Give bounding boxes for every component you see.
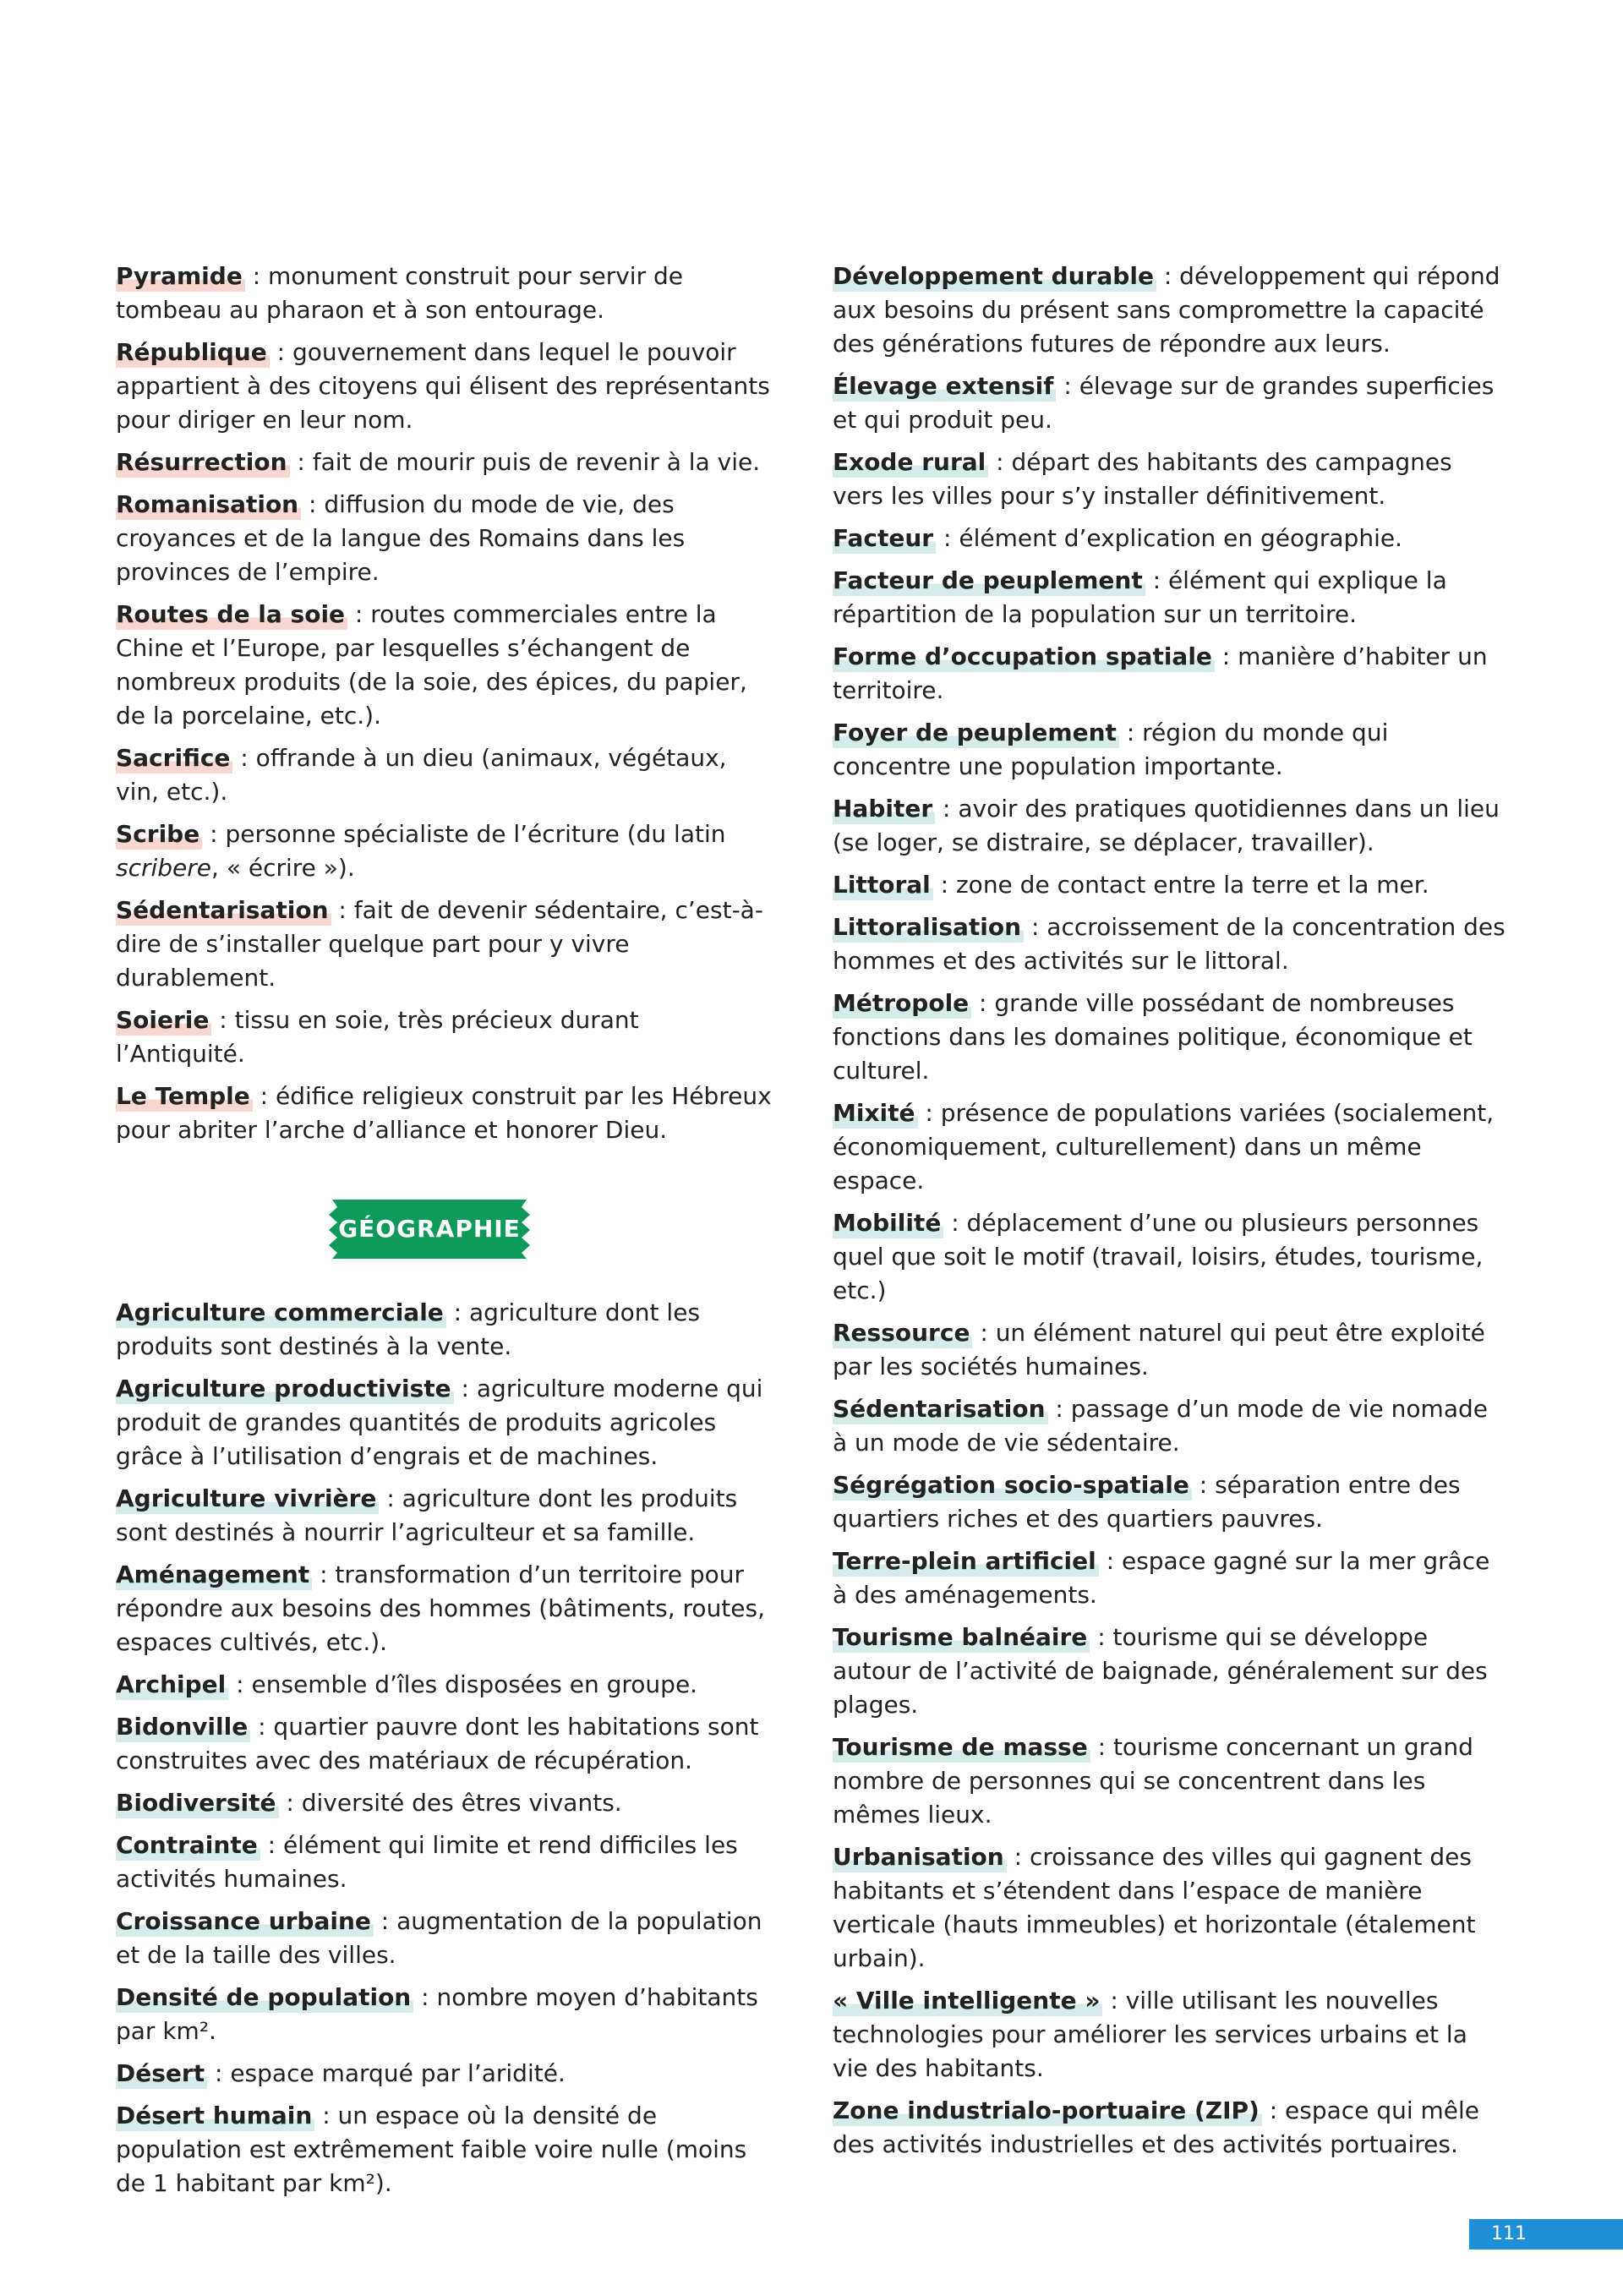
glossary-term: Densité de population	[116, 1983, 413, 2013]
geography-section-banner	[325, 1200, 533, 1259]
glossary-definition: : personne spécialiste de l’écriture (du latin	[202, 820, 726, 848]
history-glossary	[116, 260, 775, 1147]
glossary-term: Ressource	[833, 1319, 972, 1348]
glossary-term: Routes de la soie	[116, 600, 347, 630]
glossary-definition: : élevage sur de grandes superficies et qui produit peu.	[833, 372, 1495, 434]
glossary-entry	[116, 2057, 775, 2091]
glossary-definition: : diversité des êtres vivants.	[278, 1789, 622, 1817]
glossary-term: « Ville intelligente »	[833, 1987, 1102, 2016]
glossary-term: Habiter	[833, 795, 935, 824]
glossary-entry	[116, 260, 775, 327]
glossary-term: Sédentarisation	[116, 896, 331, 926]
glossary-entry	[833, 640, 1509, 708]
glossary-term: Agriculture commerciale	[116, 1298, 446, 1328]
glossary-entry	[116, 1710, 775, 1778]
glossary-term: Agriculture vivrière	[116, 1484, 379, 1514]
glossary-definition: : nombre moyen d’habitants par km².	[116, 1983, 758, 2045]
glossary-entry	[833, 1544, 1509, 1612]
glossary-definition: : gouvernement dans lequel le pouvoir appartient à des citoyens qui élisent des représentants pour diriger en leur nom.	[116, 338, 770, 434]
glossary-entry	[833, 868, 1509, 902]
glossary-definition: : diffusion du mode de vie, des croyances et de la langue des Romains dans les provinces de l’empire.	[116, 490, 686, 586]
glossary-definition-end: , « écrire »).	[211, 854, 355, 882]
glossary-definition: : élément qui limite et rend difficiles les activités humaines.	[116, 1831, 738, 1893]
glossary-definition: : transformation d’un territoire pour répondre aux besoins des hommes (bâtiments, routes, espaces cultivés, etc.).	[116, 1561, 766, 1656]
glossary-definition: : fait de devenir sédentaire, c’est-à-dire de s’installer quelque part pour y vivre durablement.	[116, 896, 763, 992]
glossary-term: Mixité	[833, 1099, 918, 1129]
glossary-entry	[833, 910, 1509, 978]
glossary-term: Sacrifice	[116, 744, 232, 774]
glossary-definition: : tourisme concernant un grand nombre de personnes qui se concentrent dans les mêmes lieux.	[833, 1733, 1473, 1829]
glossary-definition: : présence de populations variées (socialement, économiquement, culturellement) dans un même espace.	[833, 1099, 1495, 1194]
page-number: 111	[1469, 2219, 1623, 2250]
glossary-entry	[833, 1206, 1509, 1308]
glossary-entry	[116, 1829, 775, 1896]
glossary-term: Littoralisation	[833, 913, 1024, 943]
glossary-term: Tourisme balnéaire	[833, 1623, 1090, 1653]
glossary-term: Développement durable	[833, 262, 1156, 292]
glossary-term: Métropole	[833, 989, 971, 1019]
glossary-definition: : développement qui répond aux besoins du présent sans compromettre la capacité des générations futures de répondre aux leurs.	[833, 262, 1500, 358]
glossary-term: Le Temple	[116, 1082, 253, 1112]
glossary-definition: : grande ville possédant de nombreuses fonctions dans les domaines politique, économique et culturel.	[833, 989, 1473, 1085]
glossary-term: Bidonville	[116, 1713, 250, 1742]
glossary-term: Archipel	[116, 1670, 228, 1700]
glossary-term: Désert humain	[116, 2102, 314, 2131]
glossary-definition: : avoir des pratiques quotidiennes dans un lieu (se loger, se distraire, se déplacer, travailler).	[833, 795, 1500, 856]
glossary-definition: : un espace où la densité de population est extrêmement faible voire nulle (moins de 1 habitant par km²).	[116, 2102, 747, 2197]
glossary-entry	[116, 1905, 775, 1972]
glossary-term: Zone industrialo-portuaire (ZIP)	[833, 2096, 1262, 2126]
glossary-definition: : déplacement d’une ou plusieurs personnes quel que soit le motif (travail, loisirs, études, tourisme, etc.)	[833, 1209, 1484, 1304]
glossary-term: Sédentarisation	[833, 1395, 1048, 1424]
glossary-entry	[116, 1003, 775, 1071]
glossary-definition: : ensemble d’îles disposées en groupe.	[228, 1670, 698, 1698]
glossary-definition: : espace marqué par l’aridité.	[207, 2059, 566, 2087]
left-column	[116, 260, 775, 2209]
glossary-term: Littoral	[833, 871, 933, 900]
glossary-definition: : un élément naturel qui peut être exploité par les sociétés humaines.	[833, 1319, 1485, 1380]
glossary-term: Scribe	[116, 820, 202, 850]
glossary-term: Désert	[116, 2059, 207, 2089]
glossary-definition: : routes commerciales entre la Chine et l’Europe, par lesquelles s’échangent de nombreux produits (de la soie, des épices, du papier, de la porcelaine, etc.).	[116, 600, 747, 730]
glossary-term: Agriculture productiviste	[116, 1375, 454, 1404]
glossary-entry	[116, 894, 775, 995]
glossary-definition: : région du monde qui concentre une population importante.	[833, 719, 1389, 780]
glossary-definition: : espace qui mêle des activités industrielles et des activités portuaires.	[833, 2096, 1480, 2158]
glossary-entry	[833, 1392, 1509, 1460]
glossary-definition: : agriculture dont les produits sont destinés à la vente.	[116, 1298, 701, 1360]
geography-glossary-left	[116, 1296, 775, 2200]
glossary-definition: : agriculture moderne qui produit de grandes quantités de produits agricoles grâce à l’utilisation d’engrais et de machines.	[116, 1375, 763, 1470]
glossary-entry	[833, 716, 1509, 784]
glossary-definition: : croissance des villes qui gagnent des habitants et s’étendent dans l’espace de manière verticale (hauts immeubles) et horizontale (étalement urbain).	[833, 1843, 1476, 1972]
glossary-entry	[116, 1482, 775, 1550]
glossary-entry	[833, 1621, 1509, 1722]
glossary-definition: : séparation entre des quartiers riches et des quartiers pauvres.	[833, 1471, 1461, 1533]
geography-section-title: GÉOGRAPHIE	[338, 1215, 521, 1243]
glossary-entry	[116, 598, 775, 733]
glossary-entry	[833, 369, 1509, 437]
glossary-definition: : départ des habitants des campagnes vers les villes pour s’y installer définitivement.	[833, 448, 1452, 510]
glossary-entry	[833, 1096, 1509, 1198]
glossary-definition: : augmentation de la population et de la taille des villes.	[116, 1907, 762, 1969]
glossary-entry	[116, 1668, 775, 1702]
glossary-entry	[833, 446, 1509, 513]
glossary-definition: : tourisme qui se développe autour de l’activité de baignade, généralement sur des plages.	[833, 1623, 1488, 1719]
glossary-entry	[116, 1296, 775, 1364]
glossary-definition: : manière d’habiter un territoire.	[833, 642, 1488, 704]
glossary-term: Romanisation	[116, 490, 301, 520]
glossary-entry	[116, 1981, 775, 2048]
glossary-term: Urbanisation	[833, 1843, 1007, 1872]
glossary-entry	[833, 1316, 1509, 1384]
glossary-definition: : fait de mourir puis de revenir à la vie.	[289, 448, 761, 476]
glossary-term: Contrainte	[116, 1831, 260, 1861]
glossary-entry	[833, 564, 1509, 631]
glossary-entry	[833, 1730, 1509, 1832]
glossary-entry	[116, 741, 775, 809]
glossary-term: Croissance urbaine	[116, 1907, 374, 1937]
glossary-term: Facteur	[833, 524, 936, 554]
glossary-entry	[116, 2099, 775, 2200]
glossary-term: Mobilité	[833, 1209, 943, 1238]
glossary-entry	[116, 1372, 775, 1473]
glossary-term: République	[116, 338, 270, 368]
glossary-entry	[116, 446, 775, 479]
glossary-definition: : ville utilisant les nouvelles technologies pour améliorer les services urbains et la vie des habitants.	[833, 1987, 1467, 2082]
glossary-entry	[116, 817, 775, 885]
glossary-definition: : édifice religieux construit par les Hébreux pour abriter l’arche d’alliance et honorer Dieu.	[116, 1082, 772, 1144]
glossary-term: Terre-plein artificiel	[833, 1547, 1099, 1577]
glossary-entry	[116, 1080, 775, 1147]
geography-glossary-right	[833, 260, 1509, 2162]
right-column	[833, 260, 1509, 2170]
glossary-entry	[833, 987, 1509, 1088]
glossary-definition: : accroissement de la concentration des hommes et des activités sur le littoral.	[833, 913, 1506, 975]
glossary-term: Résurrection	[116, 448, 290, 478]
glossary-term: Forme d’occupation spatiale	[833, 642, 1215, 672]
glossary-definition: : zone de contact entre la terre et la mer.	[932, 871, 1429, 899]
glossary-definition: : élément d’explication en géographie.	[936, 524, 1402, 552]
glossary-entry	[116, 488, 775, 589]
glossary-term: Tourisme de masse	[833, 1733, 1090, 1763]
glossary-entry	[833, 260, 1509, 361]
glossary-entry	[116, 1786, 775, 1820]
glossary-definition: : offrande à un dieu (animaux, végétaux, vin, etc.).	[116, 744, 727, 806]
glossary-definition: : agriculture dont les produits sont destinés à nourrir l’agriculteur et sa famille.	[116, 1484, 738, 1546]
glossary-definition: : élément qui explique la répartition de la population sur un territoire.	[833, 566, 1447, 628]
glossary-entry	[833, 1984, 1509, 2086]
glossary-term: Pyramide	[116, 262, 245, 292]
glossary-term: Élevage extensif	[833, 372, 1056, 402]
glossary-definition: : passage d’un mode de vie nomade à un mode de vie sédentaire.	[833, 1395, 1488, 1457]
glossary-term: Foyer de peuplement	[833, 719, 1119, 748]
glossary-definition: : quartier pauvre dont les habitations sont construites avec des matériaux de récupération.	[116, 1713, 759, 1774]
glossary-entry	[833, 1840, 1509, 1976]
glossary-term: Biodiversité	[116, 1789, 279, 1818]
glossary-definition: : espace gagné sur la mer grâce à des aménagements.	[833, 1547, 1490, 1609]
glossary-entry	[116, 336, 775, 437]
glossary-term: Aménagement	[116, 1561, 312, 1590]
glossary-term: Soierie	[116, 1006, 211, 1036]
glossary-term: Ségrégation socio-spatiale	[833, 1471, 1192, 1501]
glossary-definition-italic: scribere	[116, 854, 212, 882]
glossary-term: Exode rural	[833, 448, 988, 478]
glossary-entry	[833, 522, 1509, 555]
glossary-definition: : monument construit pour servir de tombeau au pharaon et à son entourage.	[116, 262, 683, 324]
glossary-entry	[833, 792, 1509, 860]
glossary-entry	[116, 1558, 775, 1659]
glossary-term: Facteur de peuplement	[833, 566, 1145, 596]
glossary-entry	[833, 2094, 1509, 2162]
glossary-entry	[833, 1468, 1509, 1536]
glossary-definition: : tissu en soie, très précieux durant l’Antiquité.	[116, 1006, 639, 1068]
